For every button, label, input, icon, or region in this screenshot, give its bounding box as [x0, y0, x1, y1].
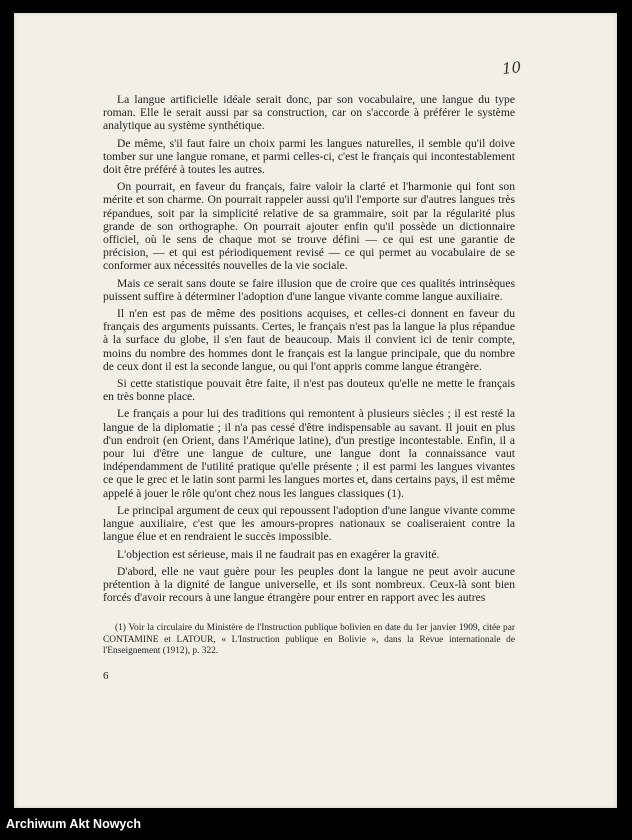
- paragraph: Le principal argument de ceux qui repoussent l'adoption d'une langue vivante comme langue auxiliaire, c'est que les amours-propres nationaux se coaliseraient contre la langue élue et en rendraient le succès impossible.: [103, 503, 515, 544]
- paragraph: Il n'en est pas de même des positions acquises, et celles-ci donnent en faveur du français des arguments puissants. Certes, le français n'est pas la langue la plus répandue à la surface du globe, il s'en faut de beaucoup. Mais il convient ici de tenir compte, moins du nombre des hommes dont le français est la langue principale, que du nombre de ceux dont il est la seconde langue, ou qui l'ont appris comme langue étrangère.: [103, 307, 515, 373]
- handwritten-page-number: 10: [501, 58, 522, 78]
- paragraph: L'objection est sérieuse, mais il ne faudrait pas en exagérer la gravité.: [117, 547, 440, 561]
- paragraph: Mais ce serait sans doute se faire illusion que de croire que ces qualités intrinsèques puissent suffire à déterminer l'adoption d'une langue vivante comme langue auxiliaire.: [103, 276, 515, 303]
- body-text: [103, 93, 515, 608]
- paragraph: Le français a pour lui des traditions qui remontent à plusieurs siècles ; il est resté la langue de la diplomatie ; il n'a pas cessé d'être indispensable au savant. Il jouit en plus d'un endroit (en Orient, dans l'Amérique latine), d'un prestige incontestable. Enfin, il a pour lui d'être une langue de culture, une langue dont la connaissance vaut indépendamment de l'utilité pratique qu'elle présente ; il est parmi les langues vivantes ce que le grec et le latin sont parmi les langues mortes et, dans certains pays, il est même appelé à jouer le rôle qu'ont chez nous les langues classiques (1).: [103, 407, 515, 500]
- paragraph: La langue artificielle idéale serait donc, par son vocabulaire, une langue du type roman. Elle le serait aussi par sa construction, car on s'accorde à préférer le système analytique au système synthétique.: [103, 93, 515, 133]
- archive-footer: [0, 808, 632, 840]
- paragraph: De même, s'il faut faire un choix parmi les langues naturelles, il semble qu'il doive tomber sur une langue romane, et parmi celles-ci, c'est le français qui incontestablement doit être préféré à toutes les autres.: [103, 136, 515, 177]
- archive-label: Archiwum Akt Nowych: [6, 817, 141, 831]
- paragraph: D'abord, elle ne vaut guère pour les peuples dont la langue ne peut avoir aucune prétention à la dignité de langue universelle, et ils sont nombreux. Ceux-là sont bien forcés d'avoir recours à une langue étrangère pour entrer en rapport avec les autres: [103, 564, 515, 605]
- paragraph: On pourrait, en faveur du français, faire valoir la clarté et l'harmonie qui font son mérite et son charme. On pourrait rappeler aussi qu'il l'emporte sur d'autres langues très répandues, soit par la simplicité relative de sa grammaire, soit par la régularité plus grande de son orthographe. On pourrait ajouter enfin qu'il possède un dictionnaire officiel, où le sens de chaque mot se trouve défini — ce qui est une garantie de précision, — et qui est périodiquement revisé — ce qui permet au vocabulaire de se conformer aux nécessités nouvelles de la vie sociale.: [103, 180, 515, 273]
- footnote: [103, 623, 515, 658]
- printed-page-number: 6: [103, 670, 109, 682]
- paragraph: Si cette statistique pouvait être faite, il n'est pas douteux qu'elle ne mette le français en très bonne place.: [103, 377, 515, 404]
- footnote-text: (1) Voir la circulaire du Ministère de l'Instruction publique bolivien en date du 1er janvier 1909, citée par CONTAMINE et LATOUR, « L'Instruction publique en Bolivie », dans la Revue internationale de l'Enseignement (1912), p. 322.: [103, 623, 515, 656]
